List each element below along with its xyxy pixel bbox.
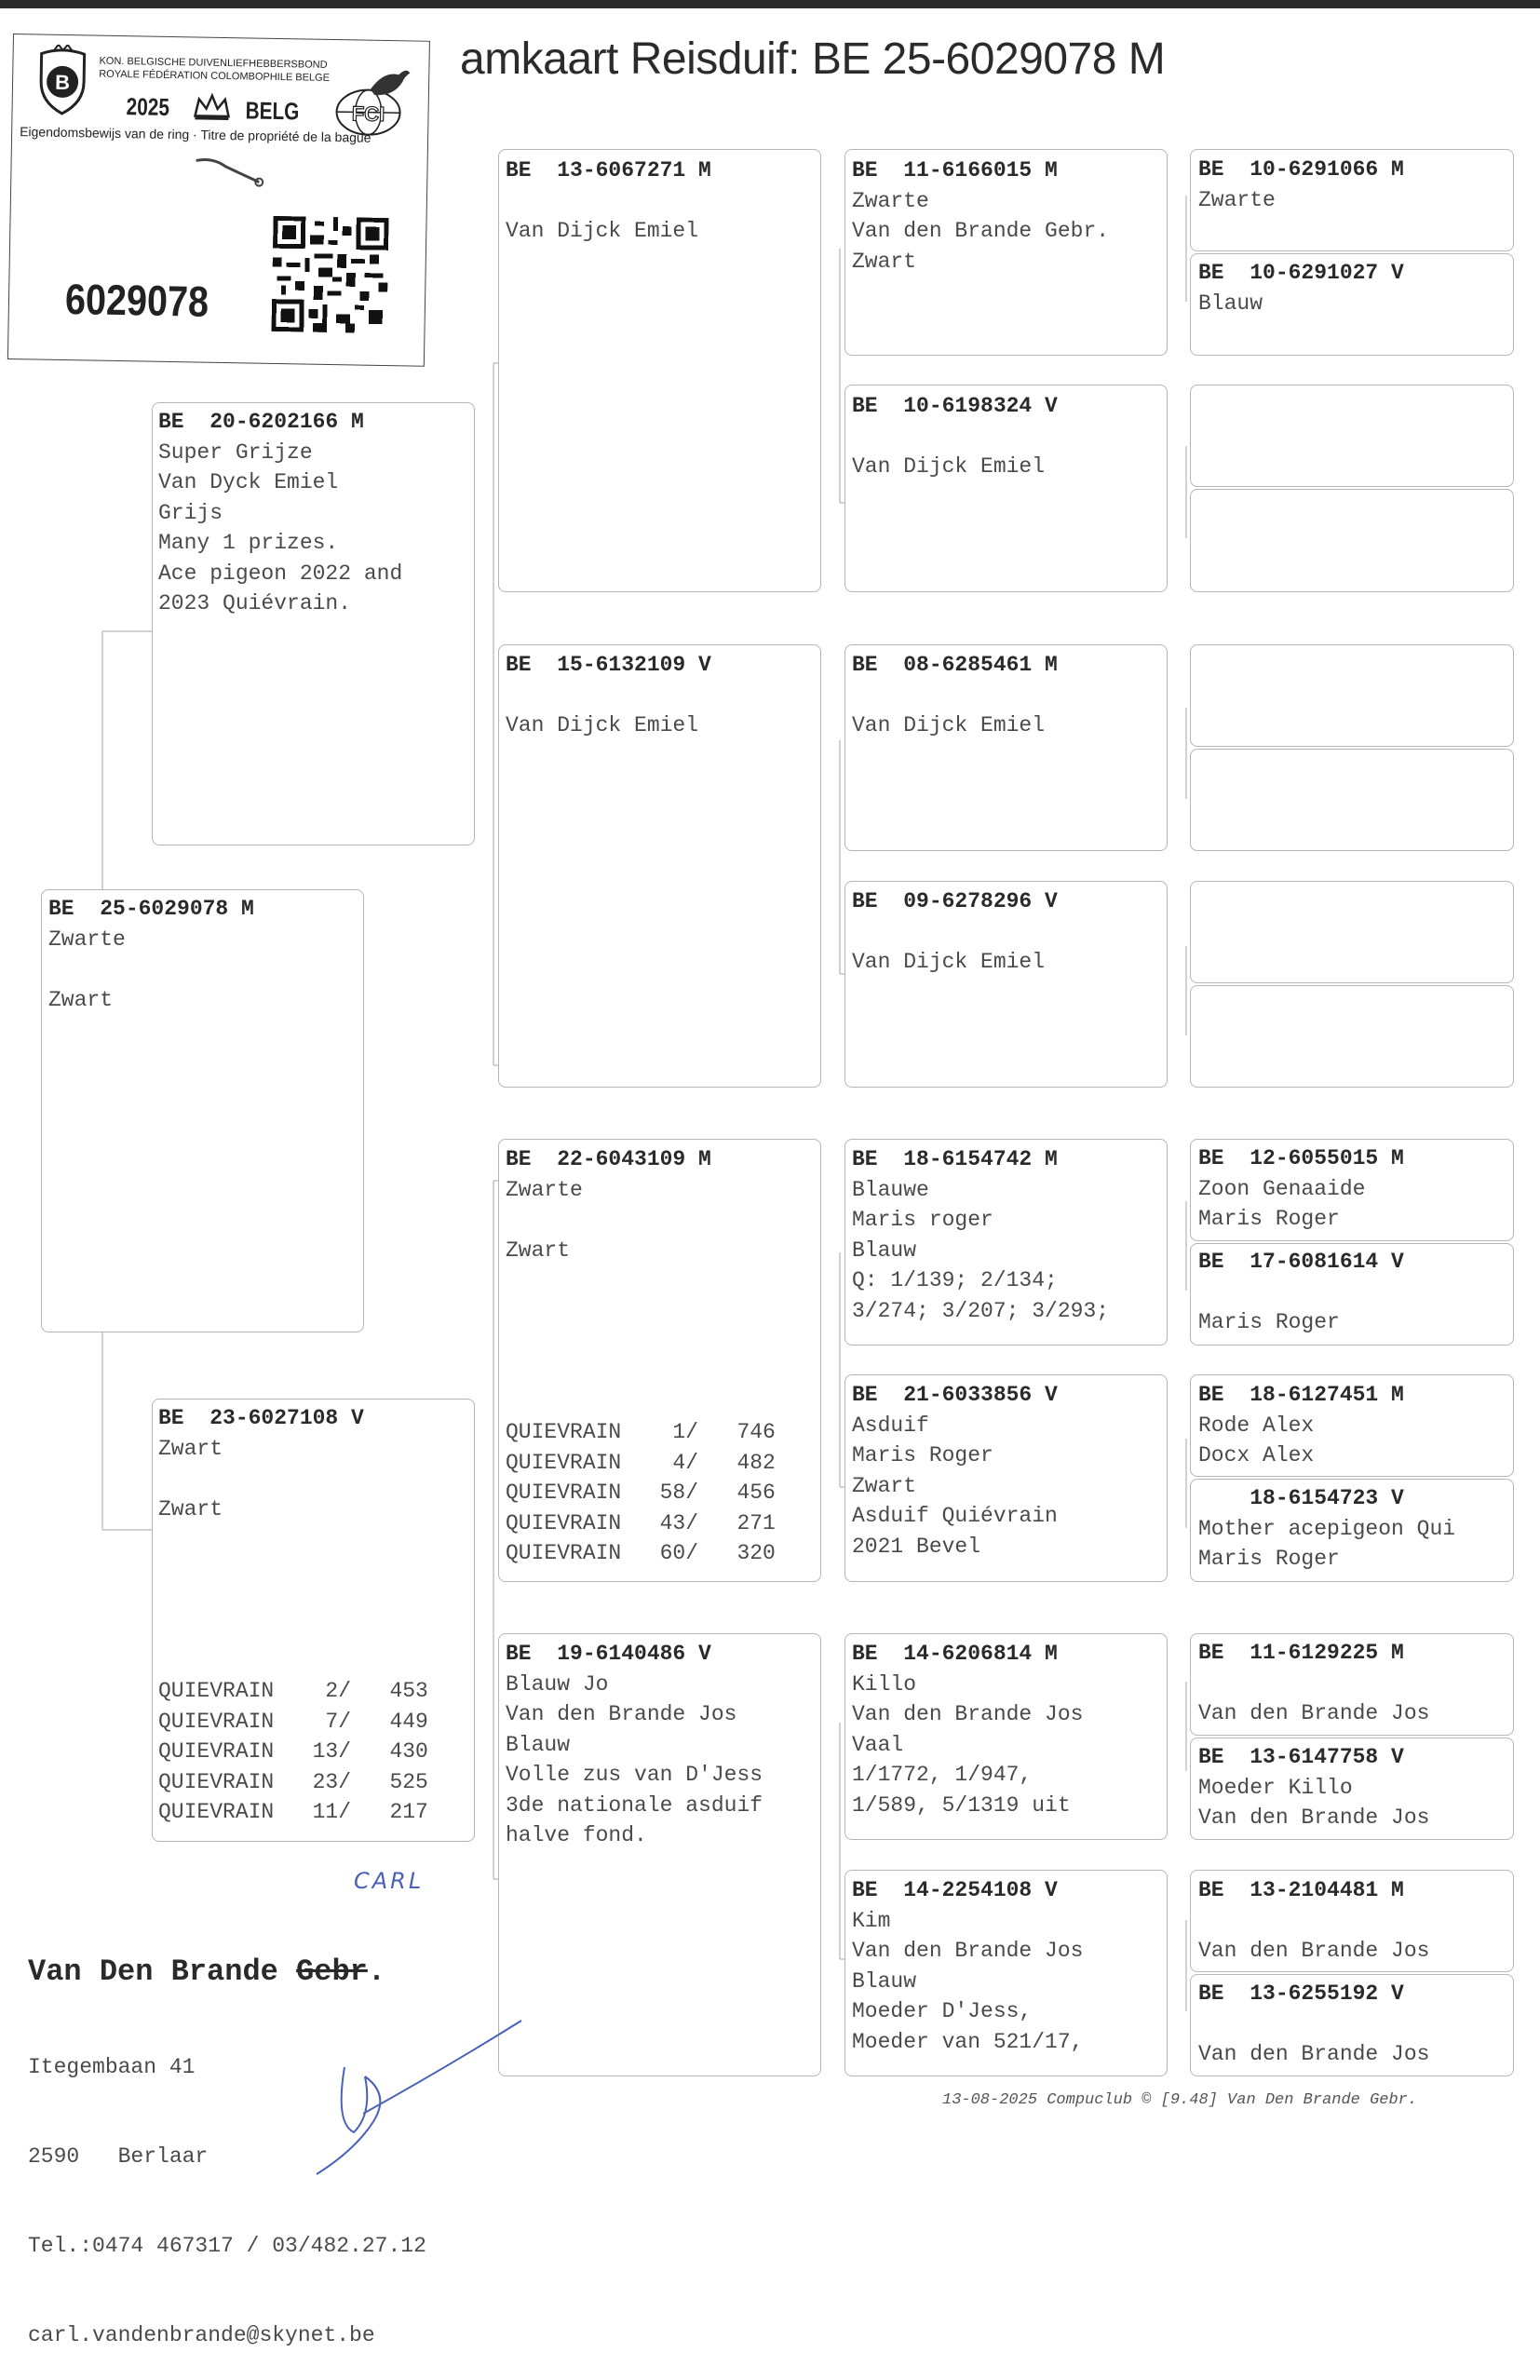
- pigeon-info-fmm: [852, 886, 1058, 978]
- pigeon-detail-line: Super Grijze: [158, 439, 313, 465]
- pigeon-detail-line: [506, 1205, 711, 1236]
- ring-number-label: BE 13-6255192 V: [1198, 1981, 1404, 2006]
- ring-number-label: BE 10-6291066 M: [1198, 157, 1404, 182]
- pigeon-info-g5-11: [1198, 1380, 1404, 1471]
- pigeon-detail-line: Van den Brande Jos: [1198, 1939, 1430, 1963]
- pigeon-info-ffm: [852, 391, 1058, 482]
- pigeon-detail-line: Van den Brande Jos: [1198, 1701, 1430, 1725]
- pigeon-detail-line: [852, 681, 1058, 711]
- federation-name: [99, 55, 330, 85]
- pigeon-detail-line: Van Dijck Emiel: [852, 713, 1046, 737]
- race-result-line: QUIEVRAIN 58/ 456: [506, 1481, 776, 1505]
- fci-logo-text: FCI: [351, 101, 385, 126]
- top-edge-bar: [0, 0, 1540, 8]
- breeder-city: 2590 Berlaar: [28, 2144, 209, 2169]
- pigeon-info-father-father: [506, 156, 711, 247]
- pigeon-card-g5-5[interactable]: [1190, 644, 1514, 747]
- pigeon-card-g5-7[interactable]: [1190, 881, 1514, 983]
- pigeon-info-fmf: [852, 650, 1058, 741]
- pigeon-info-subject: [48, 894, 254, 1015]
- ring-number-label: BE 23-6027108 V: [158, 1406, 364, 1430]
- pigeon-detail-line: Killo: [852, 1671, 917, 1697]
- handwritten-note: CARL: [354, 1868, 425, 1894]
- ring-number-label: BE 14-6206814 M: [852, 1642, 1058, 1666]
- pigeon-detail-line: [506, 681, 711, 711]
- pigeon-detail-line: Q: 1/139; 2/134;: [852, 1268, 1058, 1292]
- ring-number-label: BE 13-2104481 M: [1198, 1878, 1404, 1902]
- ring-number-label: BE 08-6285461 M: [852, 653, 1058, 677]
- pigeon-info-mmf: [852, 1639, 1083, 1820]
- pigeon-card-g5-6[interactable]: [1190, 749, 1514, 851]
- pigeon-detail-line: [852, 917, 1058, 948]
- pigeon-detail-line: Zwarte: [48, 926, 126, 952]
- pigeon-detail-line: Van Dijck Emiel: [852, 950, 1046, 974]
- pigeon-detail-line: Zwart: [506, 1237, 571, 1263]
- ring-number-label: BE 10-6198324 V: [852, 394, 1058, 418]
- ring-number: 6029078: [64, 275, 209, 326]
- breeder-name-main: Van Den Brande: [28, 1954, 297, 1989]
- race-result-line: QUIEVRAIN 23/ 525: [158, 1769, 428, 1794]
- pigeon-detail-line: Van Dyck Emiel: [158, 470, 339, 494]
- pigeon-detail-line: Asduif Quiévrain: [852, 1504, 1058, 1528]
- pigeon-info-g5-2: [1198, 258, 1404, 318]
- breeder-name-end: .: [367, 1954, 386, 1989]
- pigeon-info-g5-15: [1198, 1875, 1429, 1967]
- ring-number-label: BE 19-6140486 V: [506, 1642, 711, 1666]
- pigeon-detail-line: Maris Roger: [1198, 1207, 1340, 1231]
- pigeon-detail-line: Van den Brande Jos: [1198, 1805, 1430, 1830]
- pigeon-card-g5-8[interactable]: [1190, 985, 1514, 1088]
- pigeon-detail-line: 3de nationale asduif: [506, 1792, 763, 1818]
- pigeon-detail-line: Docx Alex: [1198, 1443, 1315, 1467]
- pigeon-info-mother-father: [506, 1144, 711, 1265]
- pigeon-detail-line: Van Dijck Emiel: [852, 454, 1046, 479]
- pigeon-detail-line: 2021 Bevel: [852, 1534, 981, 1559]
- pigeon-detail-line: Blauw Jo: [506, 1671, 609, 1697]
- race-result-line: QUIEVRAIN 43/ 271: [506, 1510, 776, 1535]
- pigeon-detail-line: 2023 Quiévrain.: [158, 591, 352, 615]
- pigeon-info-g5-9: [1198, 1143, 1404, 1235]
- pigeon-detail-line: Ace pigeon 2022 and: [158, 561, 403, 586]
- pigeon-detail-line: Van den Brande Jos: [506, 1702, 737, 1726]
- pigeon-info-g5-13: [1198, 1638, 1429, 1729]
- handwritten-signature: [307, 2011, 531, 2179]
- breeder-phone: Tel.:0474 467317 / 03/482.27.12: [28, 2234, 426, 2258]
- pigeon-detail-line: Zwarte: [852, 188, 929, 213]
- ring-number-label: 18-6154723 V: [1198, 1486, 1404, 1510]
- pigeon-detail-line: Zwart: [852, 1473, 917, 1498]
- ring-ownership-card: [7, 34, 430, 367]
- federation-name-fr: ROYALE FÉDÉRATION COLOMBOPHILE BELGE: [99, 68, 331, 84]
- pigeon-detail-line: Many 1 prizes.: [158, 531, 339, 555]
- pigeon-detail-line: [1198, 1278, 1404, 1308]
- pigeon-detail-line: Volle zus van D'Jess: [506, 1763, 763, 1787]
- page-title: amkaart Reisduif: BE 25-6029078 M: [460, 34, 1166, 84]
- pigeon-icon: [365, 61, 414, 111]
- pigeon-detail-line: [852, 422, 1058, 453]
- pigeon-detail-line: Asduif: [852, 1413, 929, 1438]
- pigeon-detail-line: Zoon Genaaide: [1198, 1176, 1366, 1201]
- pigeon-info-g5-10: [1198, 1247, 1404, 1338]
- pigeon-info-father: [158, 407, 402, 619]
- pigeon-card-g5-4[interactable]: [1190, 489, 1514, 592]
- pigeon-detail-line: Zwarte: [506, 1177, 583, 1202]
- ring-number-label: BE 21-6033856 V: [852, 1383, 1058, 1407]
- pigeon-detail-line: Van den Brande Gebr.: [852, 219, 1110, 243]
- pigeon-detail-line: [1198, 1669, 1429, 1699]
- pigeon-detail-line: Rode Alex: [1198, 1413, 1315, 1438]
- ring-clip-image: [194, 153, 269, 191]
- pigeon-detail-line: Zwarte: [1198, 187, 1276, 212]
- crown-icon: [191, 91, 233, 122]
- pigeon-detail-line: Zwart: [48, 987, 114, 1012]
- pigeon-detail-line: Mother acepigeon Qui: [1198, 1516, 1456, 1541]
- pigeon-info-g5-16: [1198, 1979, 1429, 2070]
- pigeon-card-g5-3[interactable]: [1190, 385, 1514, 487]
- ring-country: BELG: [245, 96, 300, 126]
- pigeon-detail-line: 1/589, 5/1319 uit: [852, 1792, 1071, 1818]
- pigeon-detail-line: Vaal: [852, 1732, 904, 1757]
- logo-letter: B: [54, 70, 71, 95]
- footer-note: 13-08-2025 Compuclub © [9.48] Van Den Brande Gebr.: [942, 2091, 1418, 2109]
- pigeon-info-mother: [158, 1403, 364, 1524]
- race-result-line: QUIEVRAIN 4/ 482: [506, 1450, 776, 1475]
- pigeon-detail-line: Blauw: [852, 1968, 917, 1994]
- pigeon-info-mfm: [852, 1380, 1058, 1562]
- pigeon-detail-line: Van den Brande Jos: [852, 1939, 1084, 1963]
- pigeon-detail-line: Blauw: [1198, 291, 1263, 316]
- ring-number-label: BE 18-6127451 M: [1198, 1383, 1404, 1407]
- ring-number-label: BE 22-6043109 M: [506, 1147, 711, 1171]
- pigeon-info-father-mother: [506, 650, 711, 741]
- pigeon-detail-line: 3/274; 3/207; 3/293;: [852, 1298, 1110, 1323]
- pigeon-detail-line: Zwart: [852, 249, 917, 274]
- results-mother: [158, 1676, 428, 1828]
- ownership-label: Eigendomsbewijs van de ring · Titre de propriété de la bague: [20, 124, 371, 145]
- pigeon-detail-line: Van den Brande Jos: [1198, 2042, 1430, 2066]
- pigeon-detail-line: Grijs: [158, 500, 223, 525]
- breeder-email: carl.vandenbrande@skynet.be: [28, 2323, 375, 2347]
- ring-number-label: BE 11-6129225 M: [1198, 1641, 1404, 1665]
- pigeon-info-g5-14: [1198, 1742, 1429, 1833]
- pigeon-detail-line: Blauw: [852, 1237, 917, 1263]
- pigeon-info-mother-mother: [506, 1639, 763, 1851]
- breeder-name-struck: Gebr: [296, 1954, 368, 1989]
- ring-year: 2025: [126, 92, 170, 121]
- pigeon-detail-line: Zwart: [158, 1496, 223, 1521]
- ring-number-label: BE 15-6132109 V: [506, 653, 711, 677]
- ring-number-label: BE 13-6067271 M: [506, 158, 711, 183]
- pigeon-detail-line: Blauwe: [852, 1177, 929, 1202]
- pigeon-detail-line: Zwart: [158, 1436, 223, 1461]
- pigeon-detail-line: [1198, 1906, 1429, 1937]
- pigeon-detail-line: Maris Roger: [1198, 1547, 1340, 1571]
- pigeon-detail-line: Kim: [852, 1908, 891, 1933]
- pigeon-info-mff: [852, 1144, 1109, 1326]
- results-mother-father: [506, 1417, 776, 1569]
- pigeon-detail-line: Maris Roger: [852, 1443, 993, 1467]
- breeder-address: Itegembaan 41: [28, 2055, 196, 2079]
- ring-number-label: BE 10-6291027 V: [1198, 261, 1404, 285]
- pigeon-detail-line: [1198, 2009, 1429, 2040]
- federation-shield-icon: [31, 44, 93, 119]
- pigeon-detail-line: Maris Roger: [1198, 1310, 1340, 1334]
- pigeon-detail-line: 1/1772, 1/947,: [852, 1763, 1033, 1787]
- race-result-line: QUIEVRAIN 60/ 320: [506, 1541, 776, 1565]
- ring-number-label: BE 14-2254108 V: [852, 1878, 1058, 1902]
- pigeon-detail-line: Moeder Killo: [1198, 1775, 1353, 1800]
- ring-number-label: BE 20-6202166 M: [158, 410, 364, 434]
- pigeon-detail-line: Van den Brande Jos: [852, 1702, 1084, 1726]
- race-result-line: QUIEVRAIN 7/ 449: [158, 1709, 428, 1734]
- pigeon-info-g5-12: [1198, 1483, 1455, 1575]
- race-result-line: QUIEVRAIN 1/ 746: [506, 1420, 776, 1444]
- pigeon-detail-line: Van Dijck Emiel: [506, 219, 699, 243]
- race-result-line: QUIEVRAIN 13/ 430: [158, 1739, 428, 1764]
- pigeon-detail-line: Blauw: [506, 1732, 571, 1757]
- ring-number-label: BE 11-6166015 M: [852, 158, 1058, 183]
- ring-number-label: BE 09-6278296 V: [852, 889, 1058, 913]
- pigeon-detail-line: [158, 1464, 364, 1494]
- pigeon-detail-line: Maris roger: [852, 1208, 993, 1232]
- pigeon-detail-line: [506, 186, 711, 217]
- pigeon-info-fff: [852, 156, 1109, 277]
- pigeon-detail-line: Van Dijck Emiel: [506, 713, 699, 737]
- ring-number-label: BE 17-6081614 V: [1198, 1250, 1404, 1274]
- federation-name-nl: KON. BELGISCHE DUIVENLIEFHEBBERSBOND: [99, 55, 328, 71]
- ring-number-label: BE 25-6029078 M: [48, 897, 254, 921]
- race-result-line: QUIEVRAIN 2/ 453: [158, 1679, 428, 1703]
- pigeon-info-mmm: [852, 1875, 1083, 2057]
- pigeon-detail-line: [48, 954, 254, 985]
- pigeon-detail-line: Moeder van 521/17,: [852, 2029, 1084, 2054]
- ring-number-label: BE 13-6147758 V: [1198, 1745, 1404, 1769]
- breeder-name: [28, 1952, 426, 1993]
- pigeon-detail-line: halve fond.: [506, 1823, 647, 1847]
- pigeon-detail-line: Moeder D'Jess,: [852, 1999, 1033, 2023]
- race-result-line: QUIEVRAIN 11/ 217: [158, 1800, 428, 1824]
- qr-code-icon: [271, 216, 388, 333]
- pigeon-info-g5-1: [1198, 155, 1404, 215]
- ring-number-label: BE 18-6154742 M: [852, 1147, 1058, 1171]
- ring-number-label: BE 12-6055015 M: [1198, 1146, 1404, 1170]
